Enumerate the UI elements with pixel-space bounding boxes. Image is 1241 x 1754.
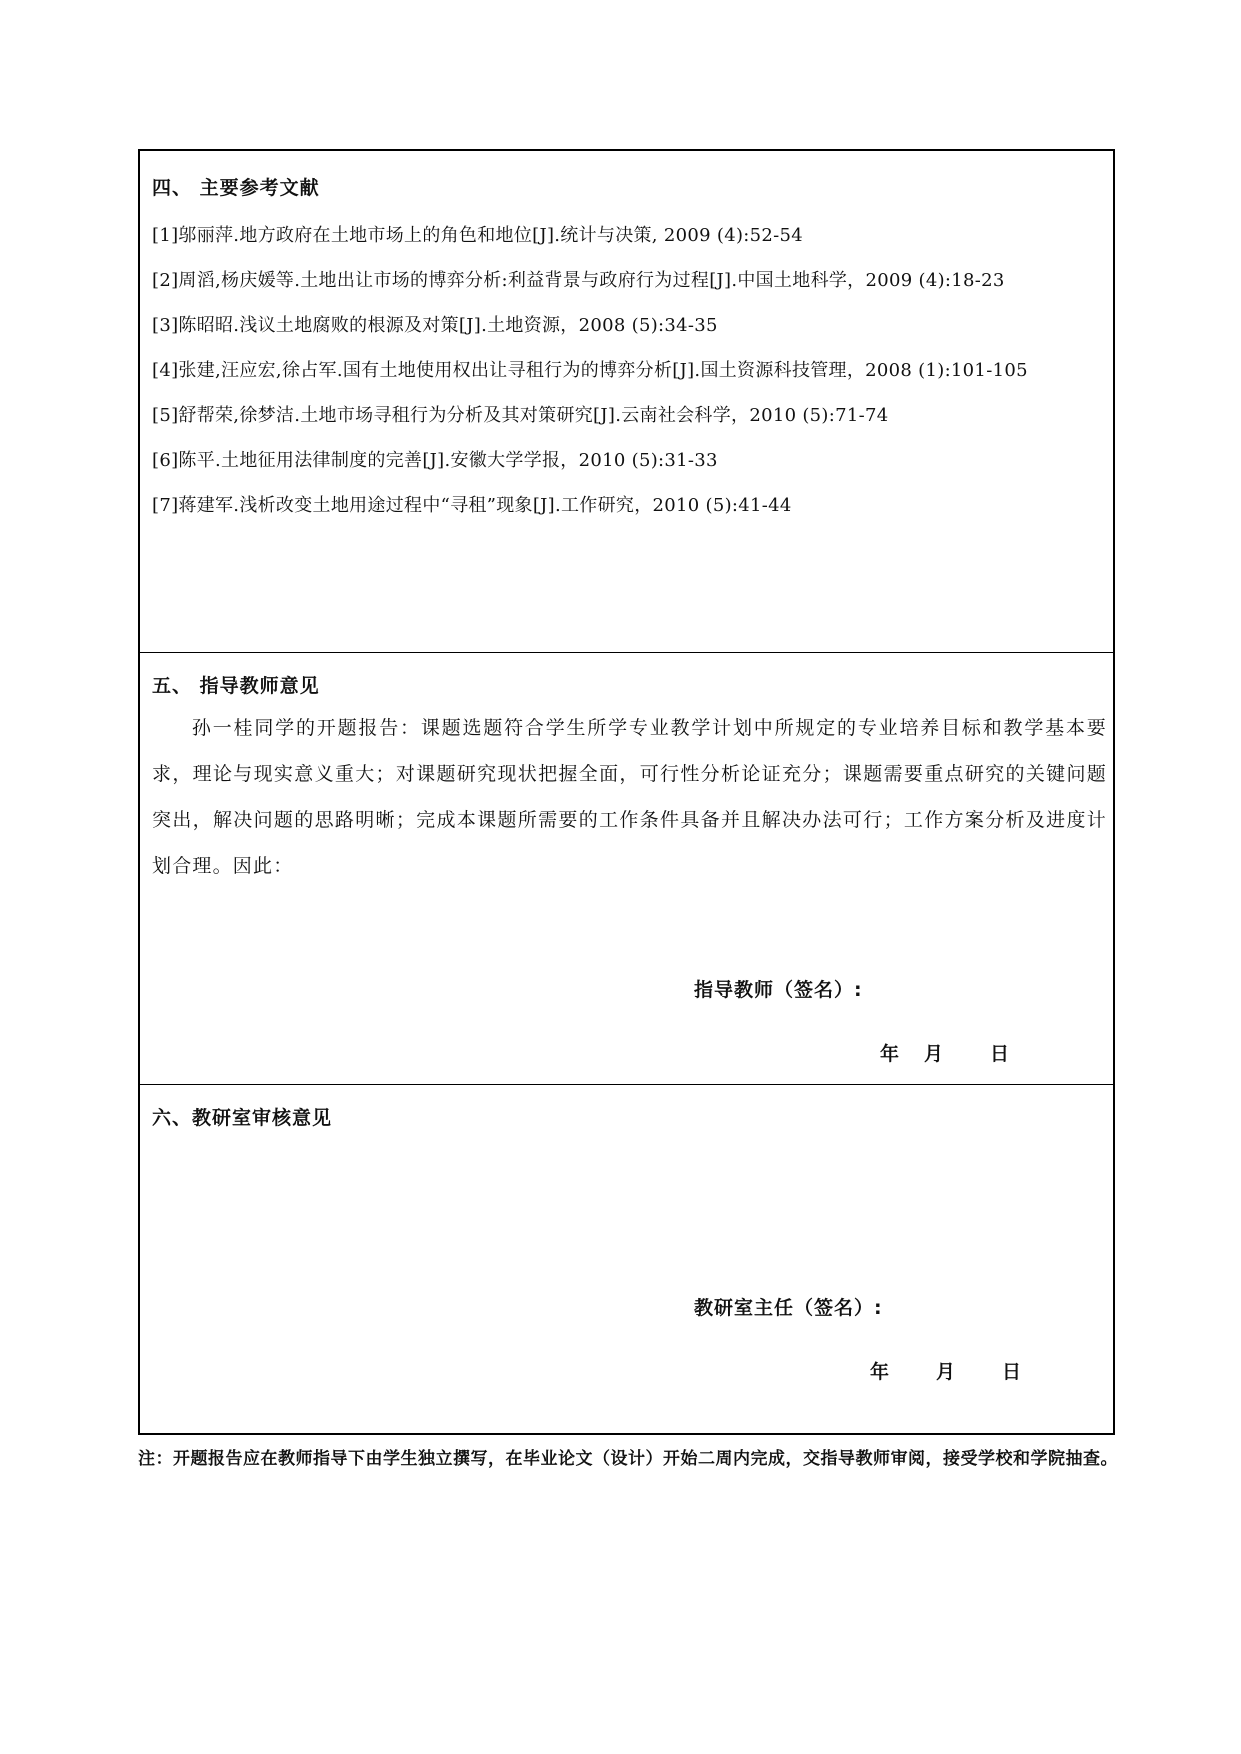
reference-item: [3]陈昭昭.浅议土地腐败的根源及对策[J].土地资源，2008 (5):34-35 bbox=[152, 315, 718, 336]
reference-item: [7]蒋建军.浅析改变土地用途过程中“寻租”现象[J].工作研究，2010 (5):41-44 bbox=[152, 495, 792, 516]
report-form bbox=[138, 149, 1115, 1435]
advisor-heading: 五、 指导教师意见 bbox=[152, 675, 320, 697]
reference-item: [2]周滔,杨庆媛等.土地出让市场的博弈分析:利益背景与政府行为过程[J].中国土地科学，2009 (4):18-23 bbox=[152, 270, 1005, 291]
office-date bbox=[870, 1357, 1021, 1384]
advisor-date bbox=[880, 1039, 1009, 1066]
reference-item: [5]舒帮荣,徐梦洁.土地市场寻租行为分析及其对策研究[J].云南社会科学，2010 (5):71-74 bbox=[152, 405, 889, 426]
date-month: 月 bbox=[936, 1361, 956, 1383]
reference-item: [6]陈平.土地征用法律制度的完善[J].安徽大学学报，2010 (5):31-33 bbox=[152, 450, 718, 471]
reference-item: [1]邬丽萍.地方政府在土地市场上的角色和地位[J].统计与决策, 2009 (4):52-54 bbox=[152, 225, 804, 246]
references-section bbox=[140, 151, 1113, 652]
reference-list bbox=[152, 213, 1107, 528]
footnote: 注：开题报告应在教师指导下由学生独立撰写，在毕业论文（设计）开始二周内完成，交指导教师审阅，接受学校和学院抽查。 bbox=[138, 1449, 1118, 1469]
office-review-section bbox=[140, 1084, 1113, 1435]
advisor-opinion-section bbox=[140, 652, 1113, 1084]
office-signature-label: 教研室主任（签名）: bbox=[694, 1297, 883, 1319]
date-year: 年 bbox=[880, 1043, 900, 1065]
reference-item: [4]张建,汪应宏,徐占军.国有土地使用权出让寻租行为的博弈分析[J].国土资源科技管理，2008 (1):101-105 bbox=[152, 360, 1028, 381]
date-day: 日 bbox=[990, 1043, 1010, 1065]
advisor-opinion-text: 孙一桂同学的开题报告：课题选题符合学生所学专业教学计划中所规定的专业培养目标和教学基本要求，理论与现实意义重大；对课题研究现状把握全面，可行性分析论证充分；课题需要重点研究的关键问题突出，解决问题的思路明晰；完成本课题所需要的工作条件具备并且解决办法可行；工作方案分析及进度计划合理。因此： bbox=[152, 717, 1107, 877]
date-month: 月 bbox=[924, 1043, 944, 1065]
date-day: 日 bbox=[1002, 1361, 1022, 1383]
advisor-signature-label: 指导教师（签名）: bbox=[694, 979, 863, 1001]
office-heading: 六、教研室审核意见 bbox=[152, 1107, 333, 1129]
date-year: 年 bbox=[870, 1361, 890, 1383]
references-heading: 四、 主要参考文献 bbox=[152, 177, 320, 199]
